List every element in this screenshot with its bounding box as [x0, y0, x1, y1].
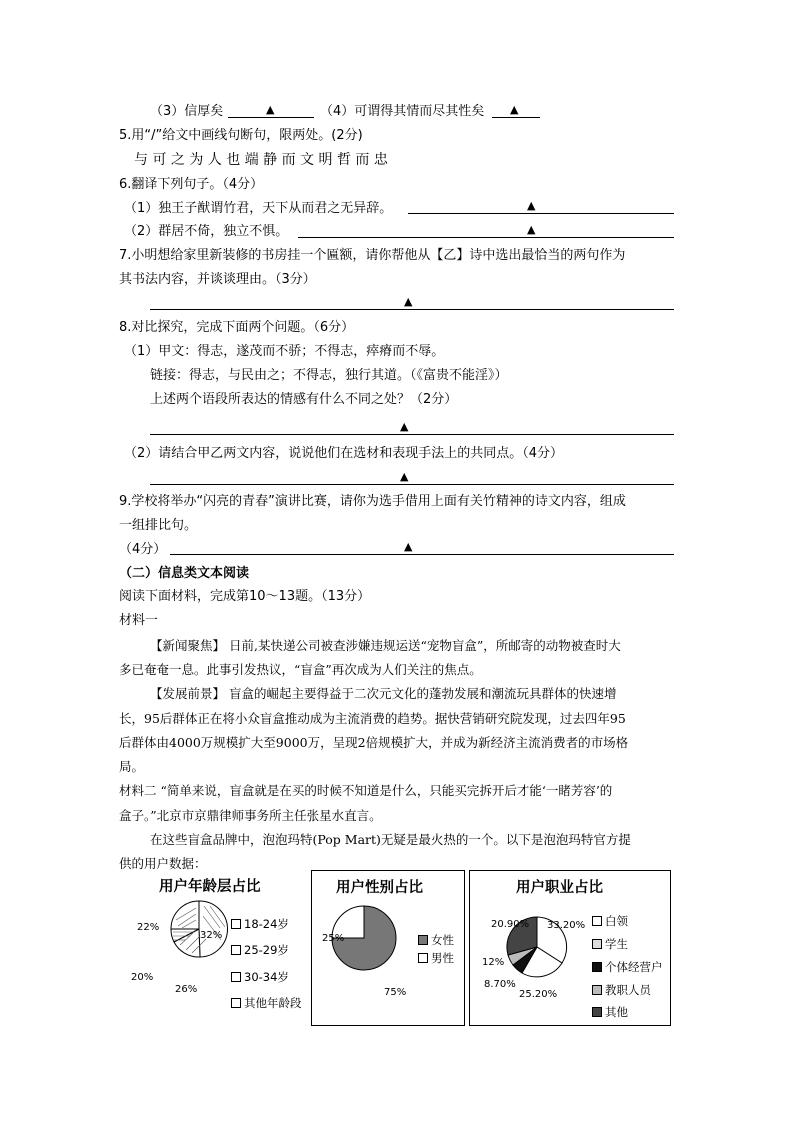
- legend-swatch: [592, 985, 602, 995]
- question-9-cont: 一组排比句。: [119, 518, 198, 533]
- answer-blank-q8-1[interactable]: [150, 434, 674, 435]
- legend-swatch: [592, 939, 602, 949]
- slice-label: 75%: [384, 987, 407, 998]
- answer-marker: ▲: [510, 103, 519, 116]
- legend-swatch: [418, 935, 428, 945]
- q3-label: （3）信厚矣: [150, 104, 224, 119]
- legend-item: 男性: [418, 950, 454, 966]
- legend-item: 学生: [592, 936, 628, 952]
- answer-blank-q6-1[interactable]: [408, 213, 674, 214]
- material-2-paragraph: 材料二 “简单来说，盲盒就是在买的时候不知道是什么，只能买完拆开后才能‘一睹芳容’的: [119, 783, 613, 798]
- material-1-label: 材料一: [119, 613, 159, 628]
- development-paragraph-cont: 局。: [119, 759, 145, 774]
- development-paragraph: 【发展前景】 盲盒的崛起主要得益于二次元文化的蓬勃发展和潮流玩具群体的快速增: [150, 686, 617, 701]
- chart-title: 用户职业占比: [516, 880, 603, 896]
- gender-pie-chart: [311, 870, 465, 1026]
- answer-marker: ▲: [404, 540, 413, 553]
- question-6-1: （1）独王子猷谓竹君，天下从而君之无异辞。: [124, 201, 393, 216]
- chart-title: 用户性别占比: [336, 880, 423, 896]
- question-9: 9.学校将举办“闪亮的青春”演讲比赛，请你为选手借用上面有关竹精神的诗文内容，组成: [119, 494, 626, 509]
- legend-swatch: [592, 1007, 602, 1017]
- material-2-paragraph-cont: 供的用户数据：: [119, 856, 207, 871]
- occupation-pie-svg: [470, 871, 670, 1025]
- slice-label: 8.70%: [484, 979, 516, 990]
- legend-swatch: [231, 998, 241, 1008]
- answer-marker: ▲: [404, 295, 413, 308]
- legend-swatch: [418, 953, 428, 963]
- legend-swatch: [592, 962, 602, 972]
- development-paragraph-cont: 长，95后群体正在将小众盲盒推动成为主流消费的趋势。据快营销研究院发现，过去四年95: [119, 711, 626, 726]
- question-5: 5.用“/”给文中画线句断句，限两处。(2分): [119, 128, 363, 143]
- question-8-link: 链接：得志，与民由之；不得志，独行其道。（《富贵不能淫》）: [150, 368, 508, 383]
- material-2-paragraph-cont: 在这些盲盒品牌中，泡泡玛特(Pop Mart)无疑是最火热的一个。以下是泡泡玛特官方提: [150, 832, 631, 847]
- development-paragraph-cont: 后群体由4000万规模扩大至9000万，呈现2倍规模扩大，并成为新经济主流消费者的市场格: [119, 735, 629, 750]
- answer-marker: ▲: [527, 223, 536, 236]
- question-9-score: （4分）: [119, 542, 167, 557]
- slice-label: 25%: [322, 933, 345, 944]
- answer-blank-q4[interactable]: [492, 117, 540, 118]
- answer-blank-q6-2[interactable]: [298, 237, 674, 238]
- legend-item: 个体经营户: [592, 959, 663, 975]
- question-6: 6.翻译下列句子。（4分）: [119, 177, 264, 192]
- gender-pie-svg: [312, 871, 464, 1025]
- question-5-text: 与 可 之 为 人 也 端 静 而 文 明 哲 而 忠: [134, 152, 388, 168]
- answer-marker: ▲: [400, 470, 409, 483]
- legend-swatch: [592, 916, 602, 926]
- legend-item: 教职人员: [592, 982, 651, 998]
- slice-label: 33.20%: [547, 920, 586, 931]
- age-pie-chart: [128, 870, 306, 1022]
- answer-marker: ▲: [527, 199, 536, 212]
- legend-swatch: [231, 919, 241, 929]
- occupation-pie-chart: [469, 870, 671, 1026]
- legend-item: 其他年龄段: [231, 995, 302, 1011]
- section-heading: （二）信息类文本阅读: [119, 566, 250, 581]
- answer-marker: ▲: [400, 420, 409, 433]
- legend-item: 25-29岁: [231, 942, 289, 958]
- answer-blank-q7[interactable]: [150, 309, 674, 310]
- material-2-paragraph-cont: 盒子。”北京市京鼎律师事务所主任张星水直言。: [119, 808, 382, 823]
- slice-label: 20.90%: [491, 919, 530, 930]
- news-paragraph-cont: 多已奄奄一息。此事引发热议，“盲盒”再次成为人们关注的焦点。: [119, 662, 482, 677]
- news-paragraph: 【新闻聚焦】 日前,某快递公司被查涉嫌违规运送“宠物盲盒”，所邮寄的动物被查时大: [150, 638, 621, 653]
- slice-18-24: [199, 901, 228, 957]
- answer-blank-q9[interactable]: [170, 554, 674, 555]
- section-instruction: 阅读下面材料，完成第10～13题。（13分）: [119, 589, 371, 604]
- slice-label: 20%: [131, 972, 154, 983]
- question-7: 7.小明想给家里新装修的书房挂一个匾额，请你帮他从【乙】诗中选出最恰当的两句作为: [119, 248, 626, 263]
- question-6-2: （2）群居不倚，独立不惧。: [124, 224, 289, 239]
- answer-marker: ▲: [266, 103, 275, 116]
- legend-swatch: [231, 972, 241, 982]
- slice-label: 12%: [482, 957, 505, 968]
- slice-label: 26%: [175, 984, 198, 995]
- slice-label: 32%: [200, 930, 223, 941]
- legend-item: 18-24岁: [231, 916, 289, 932]
- question-7-cont: 其书法内容，并谈谈理由。（3分）: [119, 272, 316, 287]
- slice-label: 22%: [137, 922, 160, 933]
- answer-blank-q8-2[interactable]: [150, 484, 674, 485]
- question-8-ask: 上述两个语段所表达的情感有什么不同之处？（2分）: [150, 392, 458, 407]
- legend-item: 30-34岁: [231, 969, 289, 985]
- q4-label: （4）可谓得其情而尽其性矣: [320, 104, 485, 119]
- answer-blank-q3[interactable]: [228, 117, 314, 118]
- legend-item: 其他: [592, 1004, 628, 1020]
- slice-label: 25.20%: [519, 989, 558, 1000]
- legend-item: 白领: [592, 913, 628, 929]
- question-8-2: （2）请结合甲乙两文内容，说说他们在选材和表现手法上的共同点。（4分）: [124, 446, 564, 461]
- legend-swatch: [231, 945, 241, 955]
- question-8-1: （1）甲文：得志，遂茂而不骄；不得志，瘁瘠而不辱。: [124, 344, 445, 359]
- question-8: 8.对比探究，完成下面两个问题。（6分）: [119, 320, 355, 335]
- chart-title: 用户年龄层占比: [159, 879, 261, 895]
- legend-item: 女性: [418, 932, 454, 948]
